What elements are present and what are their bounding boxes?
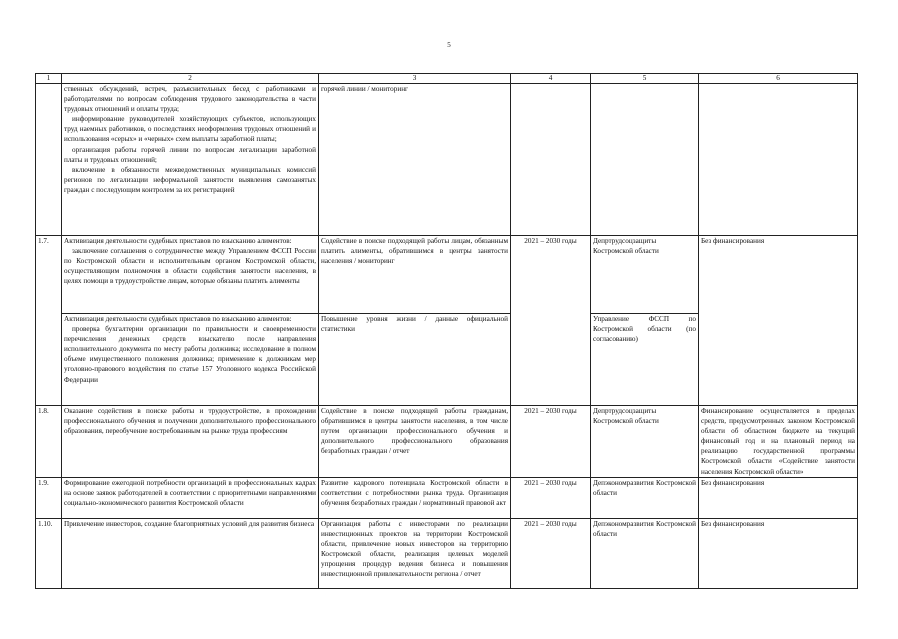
- result-cell: Развитие кадрового потенциала Костромской области в соответствии с потребностями рынка труда. Организация обучения безработных граждан / нормативный правовой акт: [319, 477, 511, 518]
- column-header: 4: [511, 74, 591, 84]
- row-number: 1.10.: [36, 518, 62, 588]
- page-number: 5: [447, 41, 451, 49]
- column-header: 1: [36, 74, 62, 84]
- executor-cell: [591, 84, 699, 236]
- result-cell: Повышение уровня жизни / данные официальной статистики: [319, 314, 511, 406]
- row-number: [36, 84, 62, 236]
- measure-text: Активизация деятельности судебных приставов по взысканию алиментов:: [64, 237, 292, 245]
- measures-table: [35, 73, 858, 589]
- measure-text: включение в обязанности межведомственных муниципальных комиссий регионов по легализации неформальной занятости выявления самозанятых граждан с последующим контролем за их регистрацией: [64, 165, 316, 194]
- financing-cell: Финансирование осуществляется в пределах средств, предусмотренных законом Костромской области об областном бюджете на текущий финансовый год и на плановый период на реализацию государственной программы Костромской области «Содействие занятости населения Костромской области»: [699, 406, 858, 478]
- measure-cell: [62, 518, 319, 588]
- column-header: 3: [319, 74, 511, 84]
- measure-cell: [62, 236, 319, 314]
- measure-text: заключение соглашения о сотрудничестве между Управлением ФССП России по Костромской области и исполнительным органом Костромской области, осуществляющим полномочия в области содействия занятости населения, в целях помощи в трудоустройстве лицам, которые обязаны платить алименты: [64, 247, 316, 286]
- financing-cell: Без финансирования: [699, 477, 858, 518]
- column-header: 2: [62, 74, 319, 84]
- result-cell: горячей линии / мониторинг: [319, 84, 511, 236]
- measure-cell: [62, 406, 319, 478]
- executor-cell: Депртрудсоцзащиты Костромской области: [591, 236, 699, 314]
- financing-cell: Без финансирования: [699, 518, 858, 588]
- period-cell: 2021 – 2030 годы: [511, 518, 591, 588]
- period-cell: 2021 – 2030 годы: [511, 406, 591, 478]
- period-cell: [511, 84, 591, 236]
- measure-text: Активизация деятельности судебных приставов по взысканию алиментов:: [64, 315, 292, 323]
- measure-cell: [62, 477, 319, 518]
- column-header: 6: [699, 74, 858, 84]
- table-row: [36, 518, 858, 588]
- measure-cell: [62, 314, 319, 406]
- measure-text: Привлечение инвесторов, создание благоприятных условий для развития бизнеса: [64, 519, 315, 528]
- measure-cell: [62, 84, 319, 236]
- result-cell: Организация работы с инвесторами по реализации инвестиционных проектов на территории Костромской области, привлечение новых инвесторов на территорию Костромской области, реализация целевых моделей упрощения процедур ведения бизнеса и повышения инвестиционной привлекательности региона / отчет: [319, 518, 511, 588]
- period-cell: 2021 – 2030 годы: [511, 236, 591, 406]
- measure-text: Оказание содействия в поиске работы и трудоустройстве, в прохождении профессионального обучения и получении дополнительного профессионального образования, переобучение востребованным на рынке труда профессиям: [64, 407, 316, 436]
- table-row: [36, 236, 858, 314]
- executor-cell: Депртрудсоцзащиты Костромской области: [591, 406, 699, 478]
- table-header-row: [36, 74, 858, 84]
- executor-cell: Депэкономразвития Костромской области: [591, 477, 699, 518]
- measure-text: ственных обсуждений, встреч, разъяснительных бесед с работниками и работодателями по вопросам соблюдения трудового законодательства в части трудовых отношений и оплаты труда;: [64, 85, 316, 114]
- row-number: 1.8.: [36, 406, 62, 478]
- period-cell: 2021 – 2030 годы: [511, 477, 591, 518]
- executor-cell: Депэкономразвития Костромской области: [591, 518, 699, 588]
- table-row: [36, 84, 858, 236]
- measure-text: организация работы горячей линии по вопросам легализации заработной платы и трудовых отношений;: [64, 145, 316, 164]
- financing-cell: Без финансирования: [699, 236, 858, 406]
- measure-text: проверка бухгалтерии организации по правильности и своевременности перечисления денежных средств взыскателю после направления исполнительного документа по месту работы должника; исследование в полном объеме имущественного положения должника; применение к должникам мер уголовно-правового воздействия по статье 157 Уголовного кодекса Российской Федерации: [64, 325, 316, 384]
- result-cell: Содействие в поиске подходящей работы лицам, обязанным платить алименты, обратившимся в центры занятости населения / мониторинг: [319, 236, 511, 314]
- financing-cell: [699, 84, 858, 236]
- row-number: 1.9.: [36, 477, 62, 518]
- measure-text: информирование руководителей хозяйствующих субъектов, использующих труд наемных работников, о последствиях неоформления трудовых отношений и использования «серых» и «черных» схем выплаты заработной платы;: [64, 115, 316, 144]
- table-row: [36, 477, 858, 518]
- table-row: [36, 406, 858, 478]
- row-number: 1.7.: [36, 236, 62, 406]
- measure-text: Формирование ежегодной потребности организаций в профессиональных кадрах на основе заявок работодателей в соответствии с приоритетными направлениями социально-экономического развития Костромской области: [64, 478, 316, 507]
- column-header: 5: [591, 74, 699, 84]
- executor-cell: Управление ФССП по Костромской области (по согласованию): [591, 314, 699, 406]
- result-cell: Содействие в поиске подходящей работы гражданам, обратившимся в центры занятости населения, в том числе путем организации профессионального обучения и дополнительного профессионального образования безработных граждан / отчет: [319, 406, 511, 478]
